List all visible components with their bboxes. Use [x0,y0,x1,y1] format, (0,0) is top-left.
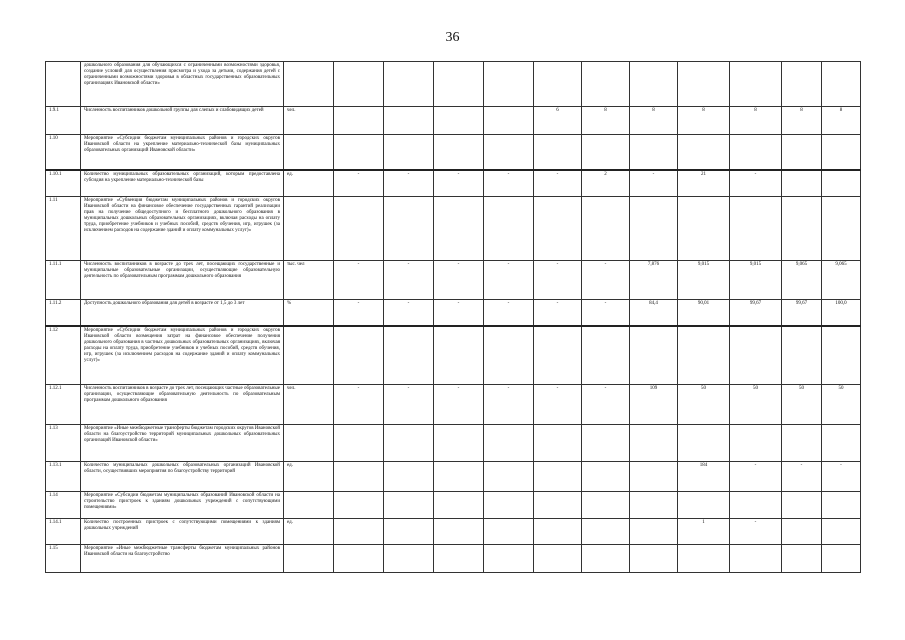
table-row [46,107,861,135]
row-number: 1.15 [46,545,81,573]
value-cell [822,170,861,197]
value-cell: 21 [678,170,730,197]
table-row [46,197,861,261]
value-cell: 9,065 [782,261,822,300]
value-cell [630,326,678,385]
value-cell [730,545,782,573]
row-description: Количество построенных пристроек с сопутствующими помещениями к зданиям дошкольных учреждений [81,519,284,545]
row-number: 1.10.1 [46,170,81,197]
row-description: Мероприятие «Иные межбюджетные трансферты бюджетам городских округов Ивановской области на благоустройство территорий муниципальных дошкольных образовательных организаций Ивановской области» [81,425,284,462]
row-number: 1.11 [46,197,81,261]
value-cell: - [782,462,822,492]
value-cell: - [334,170,384,197]
value-cell: - [484,385,534,425]
value-cell: 9,015 [678,261,730,300]
value-cell [678,135,730,170]
value-cell [630,62,678,107]
value-cell [782,62,822,107]
value-cell: 1 [678,519,730,545]
value-cell: 8 [582,107,630,135]
value-cell: - [384,170,434,197]
value-cell [534,135,582,170]
table-row [46,385,861,425]
value-cell: 50 [730,385,782,425]
value-cell [822,519,861,545]
row-description: Мероприятие «Субвенция бюджетам муниципальных районов и городских округов Ивановской области на финансовое обеспечение государственных гарантий реализации прав на получение общедоступного и бесплатного дошкольного образования в муниципальных дошкольных образовательных организациях, включая расходы на оплату труда, приобретение учебников и учебных пособий, средств обучения, игр, игрушек (за исключением расходов на содержание зданий и оплату коммунальных услуг)» [81,197,284,261]
value-cell [822,492,861,519]
value-cell: - [334,261,384,300]
value-cell: - [730,170,782,197]
value-cell [630,135,678,170]
value-cell [484,425,534,462]
value-cell: 99,67 [730,300,782,326]
value-cell [582,519,630,545]
value-cell: 50 [678,385,730,425]
value-cell [484,326,534,385]
value-cell [630,545,678,573]
value-cell [334,545,384,573]
value-cell: - [334,385,384,425]
row-number: 1.11.2 [46,300,81,326]
value-cell [782,170,822,197]
row-description: Мероприятие «Иные межбюджетные трансферты бюджетам муниципальных районов Ивановской области на благоустройство [81,545,284,573]
row-unit: тыс. чел [284,261,334,300]
value-cell: 50 [782,385,822,425]
value-cell [334,462,384,492]
value-cell [334,135,384,170]
value-cell [484,107,534,135]
row-unit [284,135,334,170]
value-cell: 9,065 [822,261,861,300]
value-cell [822,135,861,170]
value-cell [434,326,484,385]
value-cell: 6 [534,107,582,135]
value-cell: - [730,462,782,492]
value-cell [384,519,434,545]
row-unit: ед. [284,519,334,545]
value-cell [630,197,678,261]
value-cell [630,519,678,545]
value-cell [730,197,782,261]
value-cell [822,326,861,385]
table-row [46,135,861,170]
value-cell: 8 [730,107,782,135]
value-cell [582,545,630,573]
value-cell [534,62,582,107]
value-cell [434,425,484,462]
row-description: Численность воспитанников дошкольной группы для слепых и слабовидящих детей [81,107,284,135]
row-number: 1.10 [46,135,81,170]
value-cell [730,62,782,107]
value-cell [730,492,782,519]
table-row [46,425,861,462]
table-row [46,519,861,545]
row-unit: ед. [284,462,334,492]
value-cell [484,519,534,545]
value-cell [484,197,534,261]
value-cell [582,197,630,261]
value-cell [678,492,730,519]
value-cell [822,545,861,573]
table-row [46,300,861,326]
row-description: Количество муниципальных дошкольных образовательных организаций Ивановской области, осуществивших мероприятия по благоустройству территорий [81,462,284,492]
table-row [46,462,861,492]
value-cell [384,492,434,519]
row-number: 1.12.1 [46,385,81,425]
value-cell [384,462,434,492]
table-row [46,62,861,107]
value-cell: - [384,300,434,326]
value-cell [782,492,822,519]
value-cell: 8 [678,107,730,135]
value-cell: - [434,385,484,425]
table-row [46,170,861,197]
value-cell: - [534,385,582,425]
value-cell [782,545,822,573]
value-cell [484,135,534,170]
value-cell [782,197,822,261]
value-cell [582,62,630,107]
value-cell [534,545,582,573]
value-cell [822,62,861,107]
value-cell: - [582,300,630,326]
value-cell [822,197,861,261]
row-number: 1.9.1 [46,107,81,135]
value-cell [782,135,822,170]
value-cell [334,326,384,385]
value-cell: - [730,519,782,545]
value-cell [630,462,678,492]
row-unit [284,492,334,519]
value-cell: - [822,462,861,492]
row-description: Численность воспитанников в возрасте до трех лет, посещающих частные образовательные организации, осуществляющие образовательную деятельность по образовательным программам дошкольного образования [81,385,284,425]
value-cell [630,425,678,462]
table-row [46,492,861,519]
row-description: Численность воспитанников в возрасте до трех лет, посещающих государственные и муниципальные образовательные организации, осуществляющие образовательную деятельность по образовательным программам дошкольного образования [81,261,284,300]
row-unit [284,62,334,107]
value-cell [782,326,822,385]
value-cell [678,326,730,385]
row-unit: чел. [284,107,334,135]
value-cell [434,519,484,545]
value-cell [822,425,861,462]
value-cell [582,135,630,170]
value-cell: 9,015 [730,261,782,300]
value-cell [384,326,434,385]
table-row [46,261,861,300]
value-cell [534,197,582,261]
row-number: 1.13.1 [46,462,81,492]
row-description: Мероприятие «Субсидии бюджетам муниципальных районов и городских округов Ивановской области возмещения затрат на финансовое обеспечение получения дошкольного образования в частных дошкольных образовательных организациях, включая расходы на оплату труда, приобретение учебников и учебных пособий, средств обучения, игр, игрушек (за исключением расходов на содержание зданий и оплату коммунальных услуг)» [81,326,284,385]
row-number: 1.11.1 [46,261,81,300]
value-cell: 99,67 [782,300,822,326]
value-cell [782,519,822,545]
value-cell [534,519,582,545]
row-description: Доступность дошкольного образования для детей в возрасте от 1,5 до 3 лет [81,300,284,326]
value-cell [534,462,582,492]
value-cell [334,197,384,261]
row-number: 1.12 [46,326,81,385]
value-cell: - [434,261,484,300]
value-cell: - [582,385,630,425]
value-cell: - [534,300,582,326]
value-cell [484,545,534,573]
value-cell [434,107,484,135]
value-cell [384,545,434,573]
value-cell [384,425,434,462]
value-cell: 50 [822,385,861,425]
value-cell: 8 [782,107,822,135]
value-cell [334,62,384,107]
value-cell [384,135,434,170]
row-description: Мероприятие «Субсидии бюджетам муниципальных районов и городских округов Ивановской области на укрепление материально-технической базы муниципальных образовательных организаций Ивановской области» [81,135,284,170]
value-cell: 90,01 [678,300,730,326]
indicators-table [45,61,861,573]
value-cell [384,62,434,107]
value-cell: 7,876 [630,261,678,300]
value-cell [534,492,582,519]
value-cell: 109 [630,385,678,425]
value-cell [484,462,534,492]
value-cell [534,326,582,385]
row-unit: чел. [284,385,334,425]
value-cell [434,135,484,170]
value-cell [678,425,730,462]
value-cell: 2 [582,170,630,197]
row-description: дошкольного образования для обучающихся с ограниченными возможностями здоровья, создание условий для осуществления присмотра и ухода за детьми, содержания детей с ограниченными возможностями здоровья в областных государственных образовательных организациях Ивановской области» [81,62,284,107]
value-cell: - [534,261,582,300]
value-cell: - [334,300,384,326]
value-cell: - [484,261,534,300]
value-cell [334,519,384,545]
value-cell: - [384,385,434,425]
value-cell [582,462,630,492]
value-cell [782,425,822,462]
value-cell [630,492,678,519]
value-cell [534,425,582,462]
value-cell: 184 [678,462,730,492]
value-cell [730,326,782,385]
value-cell [384,197,434,261]
value-cell: - [434,300,484,326]
value-cell [678,62,730,107]
value-cell: - [384,261,434,300]
value-cell [334,107,384,135]
value-cell [678,197,730,261]
value-cell: 84,4 [630,300,678,326]
value-cell [434,492,484,519]
value-cell: - [534,170,582,197]
value-cell: - [484,170,534,197]
value-cell [582,425,630,462]
value-cell [434,545,484,573]
value-cell: 8 [630,107,678,135]
row-description: Количество муниципальных образовательных организаций, которым предоставлена субсидия на укрепление материально-технической базы [81,170,284,197]
row-number: 1.14.1 [46,519,81,545]
row-number [46,62,81,107]
value-cell: - [434,170,484,197]
value-cell [384,107,434,135]
value-cell: - [630,170,678,197]
value-cell [582,326,630,385]
row-number: 1.13 [46,425,81,462]
row-unit [284,545,334,573]
value-cell [730,425,782,462]
page-number: 36 [445,30,460,45]
value-cell: - [582,261,630,300]
value-cell: 100,0 [822,300,861,326]
value-cell [334,425,384,462]
value-cell [582,492,630,519]
value-cell [484,62,534,107]
value-cell: 8 [822,107,861,135]
row-unit [284,326,334,385]
row-unit [284,197,334,261]
row-description: Мероприятие «Субсидии бюджетам муниципальных образований Ивановской области на строительство пристроек к зданиям дошкольных учреждений с сопутствующими помещениями» [81,492,284,519]
row-unit [284,425,334,462]
table-row [46,545,861,573]
value-cell [484,492,534,519]
value-cell [434,197,484,261]
value-cell [434,62,484,107]
value-cell [678,545,730,573]
value-cell [434,462,484,492]
row-unit: % [284,300,334,326]
row-unit: ед. [284,170,334,197]
row-number: 1.14 [46,492,81,519]
table-row [46,326,861,385]
value-cell: - [484,300,534,326]
value-cell [334,492,384,519]
value-cell [730,135,782,170]
